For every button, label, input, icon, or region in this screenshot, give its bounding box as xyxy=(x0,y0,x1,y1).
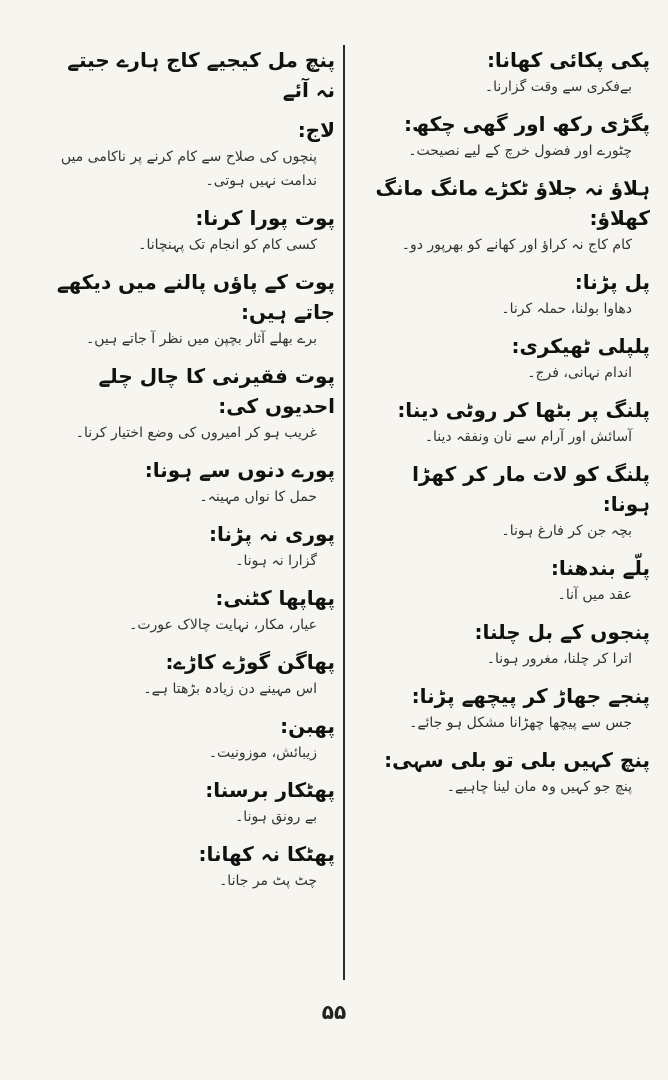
idiom-term: پنچ مل کیجیے کاج ہارے جیتے نہ آئے xyxy=(67,48,335,102)
entry xyxy=(45,839,335,893)
left-column xyxy=(45,45,335,903)
idiom-term: پھاپھا کٹنی: xyxy=(215,586,335,610)
idiom-meaning: عیار، مکار، نہایت چالاک عورت۔ xyxy=(129,617,317,633)
idiom-meaning: غریب ہو کر امیروں کی وضع اختیار کرنا۔ xyxy=(75,425,317,441)
idiom-term: پھٹکا نہ کھانا: xyxy=(198,842,335,866)
entry xyxy=(360,173,650,257)
entry xyxy=(360,395,650,449)
entry xyxy=(45,711,335,765)
idiom-term: پوت پورا کرنا: xyxy=(195,206,335,230)
idiom-meaning: دھاوا بولنا، حملہ کرنا۔ xyxy=(501,301,632,317)
idiom-meaning: بچہ جن کر فارغ ہونا۔ xyxy=(501,523,632,539)
entry xyxy=(45,455,335,509)
right-column xyxy=(360,45,650,809)
idiom-term: پگڑی رکھ اور گھی چکھ: xyxy=(403,112,650,136)
entry xyxy=(360,617,650,671)
idiom-meaning: بےفکری سے وقت گزارنا۔ xyxy=(484,79,632,95)
idiom-meaning: پنچ جو کہیں وہ مان لینا چاہیے۔ xyxy=(446,779,632,795)
entry xyxy=(45,519,335,573)
idiom-meaning: کام کاج نہ کراؤ اور کھانے کو بھرپور دو۔ xyxy=(401,237,632,253)
idiom-meaning: عقد میں آنا۔ xyxy=(557,587,632,603)
idiom-term: پکی پکائی کھانا: xyxy=(486,48,650,72)
idiom-term: پنجے جھاڑ کر پیچھے پڑنا: xyxy=(411,684,650,708)
entry xyxy=(45,583,335,637)
idiom-term: پلنگ کو لات مار کر کھڑا ہونا: xyxy=(412,462,650,516)
idiom-meaning: اترا کر چلنا، مغرور ہونا۔ xyxy=(486,651,632,667)
idiom-meaning: چٹورے اور فضول خرچ کے لیے نصیحت۔ xyxy=(408,143,632,159)
entry xyxy=(360,745,650,799)
entry xyxy=(360,553,650,607)
idiom-term: پھبن: xyxy=(280,714,335,738)
idiom-meaning: کسی کام کو انجام تک پہنچانا۔ xyxy=(138,237,317,253)
entry xyxy=(45,267,335,351)
entry xyxy=(360,267,650,321)
idiom-term: پلنگ پر بٹھا کر روٹی دینا: xyxy=(397,398,650,422)
idiom-term: پوت کے پاؤں پالنے میں دیکھے جاتے ہیں: xyxy=(56,270,335,324)
entry xyxy=(45,647,335,701)
idiom-meaning: پنچوں کی صلاح سے کام کرنے پر ناکامی میں ندامت نہیں ہوتی۔ xyxy=(60,149,317,189)
idiom-meaning: زیبائش، موزونیت۔ xyxy=(208,745,317,761)
entry xyxy=(45,115,335,193)
entry xyxy=(360,109,650,163)
idiom-term: پنجوں کے بل چلنا: xyxy=(474,620,650,644)
idiom-term: پلپلی ٹھیکری: xyxy=(511,334,650,358)
entry xyxy=(45,361,335,445)
idiom-term: پوت فقیرنی کا چال چلے احدیوں کی: xyxy=(98,364,335,418)
column-divider xyxy=(343,45,345,980)
entry xyxy=(360,45,650,99)
idiom-meaning: گزارا نہ ہونا۔ xyxy=(235,553,317,569)
idiom-term: لاج: xyxy=(297,118,335,142)
idiom-term: پھاگن گوڑے کاڑے: xyxy=(165,650,335,674)
idiom-meaning: اندام نہانی، فرج۔ xyxy=(527,365,632,381)
entry xyxy=(45,775,335,829)
entry xyxy=(360,681,650,735)
idiom-term: پلّے بندھنا: xyxy=(550,556,650,580)
idiom-meaning: بے رونق ہونا۔ xyxy=(235,809,317,825)
idiom-meaning: جس سے پیچھا چھڑانا مشکل ہو جائے۔ xyxy=(409,715,632,731)
entry xyxy=(45,45,335,105)
idiom-meaning: حمل کا نواں مہینہ۔ xyxy=(199,489,317,505)
entry xyxy=(360,459,650,543)
idiom-term: ہلاؤ نہ جلاؤ ٹکڑے مانگ مانگ کھلاؤ: xyxy=(375,176,650,230)
idiom-term: پنچ کہیں بلی تو بلی سہی: xyxy=(384,748,650,772)
entry xyxy=(360,331,650,385)
idiom-meaning: برے بھلے آثار بچپن میں نظر آ جاتے ہیں۔ xyxy=(86,331,317,347)
idiom-term: پورے دنوں سے ہونا: xyxy=(144,458,335,482)
idiom-term: پھٹکار برسنا: xyxy=(205,778,335,802)
idiom-term: پوری نہ پڑنا: xyxy=(208,522,335,546)
entry xyxy=(45,203,335,257)
idiom-meaning: چٹ پٹ مر جانا۔ xyxy=(219,873,317,889)
idiom-meaning: اس مہینے دن زیادہ بڑھتا ہے۔ xyxy=(143,681,317,697)
page-number: ۵۵ xyxy=(321,1000,347,1024)
idiom-meaning: آسائش اور آرام سے نان ونفقہ دینا۔ xyxy=(424,429,632,445)
idiom-term: پل پڑنا: xyxy=(574,270,650,294)
